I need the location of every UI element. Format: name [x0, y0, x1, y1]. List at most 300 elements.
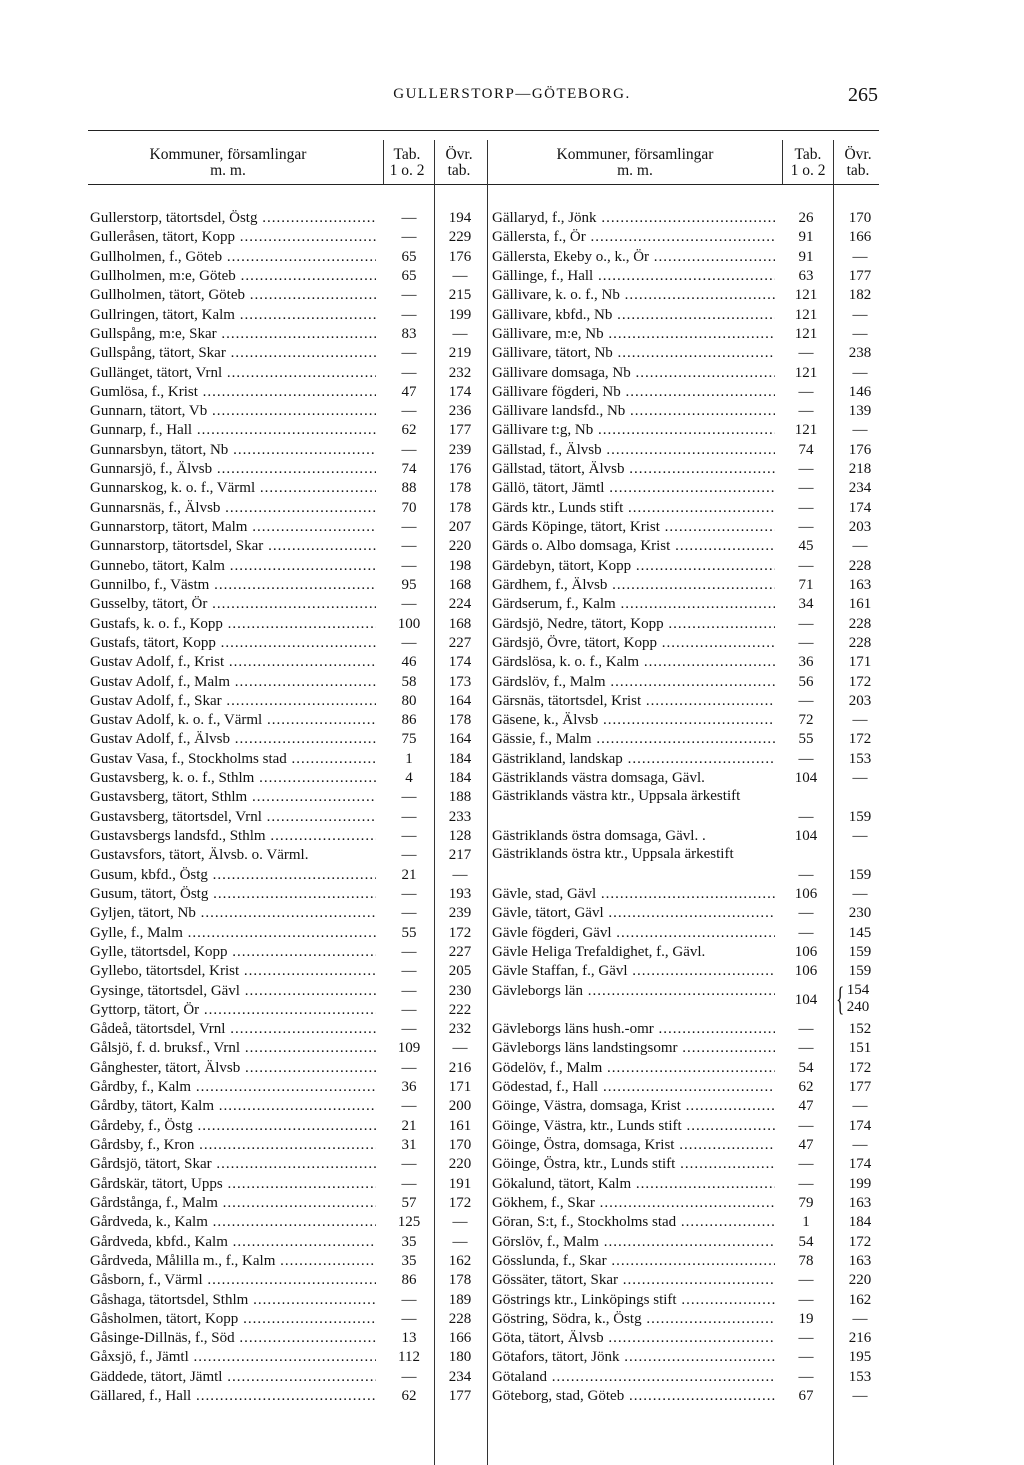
- table-row: [90, 1078, 480, 1097]
- entry-tab-value: 62: [798, 1079, 814, 1096]
- entry-name: Gärdslöv, f., Malm .....: [492, 673, 775, 692]
- entry-tab-value: 74: [798, 441, 814, 458]
- entry-name: Gällivare, k. o. f., Nb .....: [492, 286, 775, 305]
- entry-name: Gällstad, f., Älvsb .....: [492, 441, 775, 460]
- entry-name: Gävleborgs läns hush.-omr .....: [492, 1020, 775, 1039]
- entry-ovr-value: 146: [848, 383, 872, 400]
- entry-tab-value: 63: [798, 267, 814, 284]
- entry-tab-value: —: [401, 963, 417, 980]
- entry-ovr-value: 207: [448, 519, 472, 535]
- entry-ovr-value: 205: [448, 963, 472, 980]
- entry-tab-value: —: [401, 828, 417, 844]
- entry-ovr-value: 170: [448, 1137, 472, 1153]
- entry-ovr-value: 171: [448, 1079, 472, 1096]
- table-row: [90, 518, 480, 537]
- entry-ovr-value: 230: [448, 982, 472, 999]
- entry-tab-value: —: [401, 287, 417, 304]
- table-row: [492, 1194, 882, 1213]
- table-row: [492, 1291, 882, 1310]
- entry-ovr-value: 233: [448, 808, 472, 825]
- table-row: [492, 1310, 882, 1329]
- entry-name: Gusum, tätort, Östg .....: [90, 885, 376, 904]
- entry-tab-value: —: [798, 1117, 814, 1134]
- entry-tab-value: —: [798, 480, 814, 497]
- entry-tab-value: 121: [794, 306, 818, 323]
- table-row: [90, 1329, 480, 1348]
- entry-tab-value: —: [798, 808, 814, 825]
- table-row: [492, 576, 882, 595]
- entry-name: Gärdserum, f., Kalm .....: [492, 595, 775, 614]
- entry-ovr-value: —: [852, 828, 868, 844]
- entry-ovr-value: 162: [848, 1291, 872, 1308]
- entry-name: Göteborg, stad, Göteb .....: [492, 1387, 775, 1406]
- entry-ovr-value: —: [452, 1040, 468, 1057]
- entry-tab-value: 47: [401, 383, 417, 400]
- entry-tab-value: 1: [405, 750, 413, 767]
- entry-ovr-value: 180: [448, 1349, 472, 1366]
- entry-name: Gärds ktr., Lunds stift .....: [492, 499, 775, 518]
- table-row: [90, 750, 480, 769]
- entry-ovr-value: 234: [448, 1368, 472, 1385]
- header-tab-line1: Tab.: [794, 146, 822, 163]
- entry-ovr-value: 161: [448, 1117, 472, 1134]
- header-tab-line2: 1 o. 2: [790, 162, 826, 179]
- entry-tab-value: 62: [401, 1388, 417, 1405]
- entry-tab-value: —: [401, 885, 417, 902]
- entry-ovr-value: 198: [448, 557, 472, 574]
- entry-name: Götafors, tätort, Jönk .....: [492, 1348, 775, 1367]
- entry-name: Gustav Adolf, f., Krist .....: [90, 653, 376, 672]
- entry-tab-value: 109: [397, 1040, 421, 1057]
- entry-ovr-value: 178: [448, 712, 472, 729]
- entry-name: Gästrikland, landskap .....: [492, 750, 775, 769]
- entry-tab-value: —: [401, 1156, 417, 1173]
- entry-name: Gårdeby, f., Östg .....: [90, 1117, 376, 1136]
- header-name-line2: m. m.: [617, 162, 653, 179]
- entry-tab-value: 62: [401, 422, 417, 439]
- left-header-name: [90, 147, 366, 179]
- table-row: [492, 460, 882, 479]
- entry-name: Gällersta, f., Ör .....: [492, 228, 775, 247]
- entry-tab-value: —: [798, 1330, 814, 1347]
- entry-name: Gunnebo, tätort, Kalm .....: [90, 557, 376, 576]
- entry-ovr-value: 171: [848, 654, 872, 671]
- table-row: [492, 479, 882, 498]
- entry-tab-value: 67: [798, 1388, 814, 1405]
- header-ovr-line2: tab.: [846, 162, 870, 179]
- entry-ovr-value: 163: [848, 1252, 872, 1269]
- header-tab-line2: 1 o. 2: [389, 162, 425, 179]
- entry-name: Gustav Adolf, f., Malm .....: [90, 673, 376, 692]
- entry-tab-value: 71: [798, 576, 814, 593]
- left-header-tab: [382, 147, 432, 179]
- entry-tab-value: —: [401, 634, 417, 651]
- entry-name: Gullringen, tätort, Kalm .....: [90, 306, 376, 325]
- entry-tab-value: 55: [401, 924, 417, 941]
- entry-ovr-value: 178: [448, 1272, 472, 1289]
- entry-name: Gärdebyn, tätort, Kopp .....: [492, 557, 775, 576]
- entry-name: Gåshaga, tätortsdel, Sthlm .....: [90, 1291, 376, 1310]
- entry-name: Gökhem, f., Skar .....: [492, 1194, 775, 1213]
- table-row: [492, 248, 882, 267]
- entry-name: Gällivare, m:e, Nb .....: [492, 325, 775, 344]
- entry-ovr-value: 174: [448, 383, 472, 400]
- entry-name: Gästriklands västra ktr., Uppsala ärkestift: [492, 788, 741, 805]
- entry-name: Gävle Staffan, f., Gävl .....: [492, 962, 775, 981]
- table-row: [90, 692, 480, 711]
- entry-name: Gunnarsnäs, f., Älvsb .....: [90, 499, 376, 518]
- entry-ovr-value: 219: [448, 345, 472, 362]
- entry-ovr-value: 227: [448, 634, 472, 651]
- table-row: [492, 1233, 882, 1252]
- entry-tab-value: —: [401, 1001, 417, 1018]
- entry-ovr-value: 184: [448, 770, 472, 787]
- entry-tab-value: 4: [405, 770, 413, 787]
- entry-name: Gårdveda, kbfd., Kalm .....: [90, 1233, 376, 1252]
- entry-tab-value: —: [798, 499, 814, 516]
- entry-ovr-value: 189: [448, 1291, 472, 1308]
- entry-tab-value: —: [798, 692, 814, 709]
- entry-ovr-value: 153: [848, 1368, 872, 1385]
- right-tab-rule: [782, 140, 783, 184]
- entry-name: Göran, S:t, f., Stockholms stad .....: [492, 1213, 775, 1232]
- table-row: [492, 325, 882, 344]
- entry-tab-value: 112: [398, 1349, 420, 1366]
- table-row: [90, 673, 480, 692]
- entry-tab-value: 100: [397, 615, 421, 632]
- table-row: [492, 653, 882, 672]
- table-row: [492, 441, 882, 460]
- entry-ovr-value: 168: [448, 615, 472, 632]
- entry-tab-value: —: [798, 1021, 814, 1038]
- entry-ovr-value: —: [852, 248, 868, 265]
- entry-ovr-value: 128: [448, 828, 472, 844]
- table-row: [90, 441, 480, 460]
- entry-tab-value: 75: [401, 731, 417, 748]
- entry-tab-value: 86: [401, 1272, 417, 1289]
- entry-tab-value: —: [401, 441, 417, 458]
- entry-tab-value: 56: [798, 673, 814, 690]
- table-row: [90, 402, 480, 421]
- entry-name: Göinge, Västra, domsaga, Krist .....: [492, 1097, 775, 1116]
- entry-name: Gästriklands östra ktr., Uppsala ärkestift: [492, 846, 734, 863]
- entry-ovr-value: —: [452, 1214, 468, 1231]
- entry-name: Gustavsberg, tätort, Sthlm .....: [90, 788, 376, 807]
- entry-ovr-value: 230: [848, 905, 872, 922]
- entry-name: Gunnilbo, f., Västm .....: [90, 576, 376, 595]
- entry-ovr-value: 228: [848, 615, 872, 632]
- entry-name: Gärdhem, f., Älvsb .....: [492, 576, 775, 595]
- table-row: [492, 1117, 882, 1136]
- entry-name: Gyttorp, tätort, Ör .....: [90, 1001, 376, 1020]
- entry-ovr-value: —: [852, 885, 868, 902]
- entry-name: Gullholmen, f., Göteb .....: [90, 248, 376, 267]
- entry-ovr-value: 145: [848, 924, 872, 941]
- entry-tab-value: —: [798, 924, 814, 941]
- table-row: [492, 518, 882, 537]
- table-row: [492, 557, 882, 576]
- entry-tab-value: 88: [401, 480, 417, 497]
- table-row: [90, 1001, 480, 1020]
- table-row: [90, 267, 480, 286]
- table-row: [492, 402, 882, 421]
- table-row: [90, 499, 480, 518]
- entry-tab-value: 65: [401, 267, 417, 284]
- table-row: [90, 1252, 480, 1271]
- table-row: [90, 421, 480, 440]
- entry-name: Gånghester, tätort, Älvsb .....: [90, 1059, 376, 1078]
- entry-tab-value: 106: [794, 885, 818, 902]
- entry-name: Göstrings ktr., Linköpings stift .....: [492, 1291, 775, 1310]
- entry-tab-value: 19: [798, 1310, 814, 1327]
- entry-name: Gustavsberg, k. o. f., Sthlm .....: [90, 769, 376, 788]
- entry-ovr-value: 177: [448, 422, 472, 439]
- entry-ovr-value: 228: [848, 634, 872, 651]
- header-ovr-line2: tab.: [447, 162, 471, 179]
- entry-tab-value: —: [798, 1040, 814, 1057]
- entry-ovr-value: 159: [848, 866, 872, 883]
- entry-name: Gällö, tätort, Jämtl .....: [492, 479, 775, 498]
- entry-name: Gärds o. Albo domsaga, Krist .....: [492, 537, 775, 556]
- running-head: [0, 84, 1024, 108]
- table-row: [492, 383, 882, 402]
- table-row: [492, 1078, 882, 1097]
- entry-tab-value: 91: [798, 248, 814, 265]
- entry-ovr-value: —: [452, 1233, 468, 1250]
- entry-name: Gällivare, kbfd., Nb .....: [492, 306, 775, 325]
- right-column: [492, 209, 882, 1406]
- table-row: [492, 1155, 882, 1174]
- header-tab-line1: Tab.: [393, 146, 421, 163]
- entry-ovr-value: 220: [848, 1272, 872, 1289]
- table-row: [90, 1136, 480, 1155]
- entry-ovr-value: 184: [848, 1214, 872, 1231]
- entry-ovr-value: 177: [848, 1079, 872, 1096]
- entry-tab-value: —: [401, 229, 417, 246]
- entry-name: Gössäter, tätort, Skar .....: [492, 1271, 775, 1290]
- entry-ovr-value: 174: [848, 1117, 872, 1134]
- entry-ovr-value: 154: [846, 981, 870, 998]
- entry-name: Gumlösa, f., Krist .....: [90, 383, 376, 402]
- table-row: [90, 904, 480, 923]
- entry-name: Gällersta, Ekeby o., k., Ör .....: [492, 248, 775, 267]
- entry-ovr-value: 195: [848, 1349, 872, 1366]
- entry-ovr-value: 166: [448, 1330, 472, 1347]
- entry-tab-value: 36: [798, 654, 814, 671]
- entry-ovr-value: 168: [448, 576, 472, 593]
- entry-ovr-value: 159: [848, 808, 872, 825]
- table-row: [492, 595, 882, 614]
- entry-ovr-value: 176: [848, 441, 872, 458]
- entry-ovr-value: 163: [848, 1194, 872, 1211]
- table-row: [492, 615, 882, 634]
- top-rule: [88, 130, 879, 131]
- entry-name: Gårdveda, Målilla m., f., Kalm .....: [90, 1252, 376, 1271]
- table-row: [492, 228, 882, 247]
- table-row: [90, 1291, 480, 1310]
- table-row: [90, 248, 480, 267]
- entry-ovr-brace-group: [834, 982, 882, 1016]
- entry-name: Gösslunda, f., Skar .....: [492, 1252, 775, 1271]
- entry-ovr-value: 228: [448, 1310, 472, 1327]
- entry-tab-value: —: [401, 847, 417, 864]
- entry-ovr-value: 164: [448, 692, 472, 709]
- table-row: [90, 1155, 480, 1174]
- entry-name: Gunnarsbyn, tätort, Nb .....: [90, 441, 376, 460]
- entry-tab-value: —: [401, 210, 417, 226]
- entry-tab-value: 106: [794, 963, 818, 980]
- entry-ovr-value: 176: [448, 248, 472, 265]
- entry-name: Gåsborn, f., Värml .....: [90, 1271, 376, 1290]
- entry-ovr-value: 216: [848, 1330, 872, 1347]
- entry-tab-value: 104: [794, 770, 818, 787]
- entry-ovr-value: —: [452, 267, 468, 284]
- entry-name: Gunnarn, tätort, Vb .....: [90, 402, 376, 421]
- entry-ovr-value: —: [852, 422, 868, 439]
- entry-name: Gärdsjö, Övre, tätort, Kopp .....: [492, 634, 775, 653]
- entry-name: Gustav Adolf, f., Skar .....: [90, 692, 376, 711]
- entry-ovr-value: —: [852, 325, 868, 342]
- entry-tab-value: —: [798, 750, 814, 767]
- entry-ovr-value: 159: [848, 943, 872, 960]
- entry-ovr-value: 191: [448, 1175, 472, 1192]
- entry-name: Göta, tätort, Älvsb .....: [492, 1329, 775, 1348]
- entry-name: Gäsene, k., Älvsb .....: [492, 711, 775, 730]
- entry-name: Gullholmen, tätort, Göteb .....: [90, 286, 376, 305]
- table-row: [492, 1136, 882, 1155]
- entry-name: Gusselby, tätort, Ör .....: [90, 595, 376, 614]
- header-name-line1: Kommuner, församlingar: [556, 146, 714, 163]
- entry-ovr-value: 162: [448, 1252, 472, 1269]
- entry-name: Gästriklands västra domsaga, Gävl.: [492, 770, 705, 787]
- entry-ovr-value: —: [852, 538, 868, 555]
- table-row: [90, 576, 480, 595]
- entry-tab-value: —: [798, 1349, 814, 1366]
- entry-ovr-value: —: [852, 770, 868, 787]
- entry-name: Gullerstorp, tätortsdel, Östg .....: [90, 209, 376, 228]
- entry-name: Gylle, tätortsdel, Kopp .....: [90, 943, 376, 962]
- entry-name: Gårdveda, k., Kalm .....: [90, 1213, 376, 1232]
- entry-ovr-value: 177: [848, 267, 872, 284]
- entry-ovr-value: 232: [448, 364, 472, 381]
- entry-name: Gysinge, tätortsdel, Gävl .....: [90, 982, 376, 1001]
- entry-name: Görslöv, f., Malm .....: [492, 1233, 775, 1252]
- header-name-line2: m. m.: [210, 162, 246, 179]
- entry-name: Gävle fögderi, Gävl .....: [492, 924, 775, 943]
- entry-tab-value: —: [401, 1310, 417, 1327]
- table-row: [492, 769, 882, 788]
- entry-tab-value: —: [798, 461, 814, 478]
- entry-ovr-value: 163: [848, 576, 872, 593]
- entry-name: Gästriklands östra domsaga, Gävl. .: [492, 828, 706, 844]
- entry-name: Gällivare domsaga, Nb .....: [492, 364, 775, 383]
- entry-ovr-value: 174: [848, 1156, 872, 1173]
- table-row: [492, 788, 882, 827]
- table-row: [90, 1117, 480, 1136]
- entry-tab-value: 80: [401, 692, 417, 709]
- entry-tab-value: —: [401, 1368, 417, 1385]
- table-row: [90, 808, 480, 827]
- entry-ovr-value: 229: [448, 229, 472, 246]
- entry-tab-value: 70: [401, 499, 417, 516]
- entry-ovr-value: —: [452, 866, 468, 883]
- table-row: [492, 286, 882, 305]
- entry-ovr-value: 161: [848, 596, 872, 613]
- entry-tab-value: —: [401, 1059, 417, 1076]
- entry-name: Gåsinge-Dillnäs, f., Söd .....: [90, 1329, 376, 1348]
- entry-name: Gärsnäs, tätortsdel, Krist .....: [492, 692, 775, 711]
- entry-ovr-value: —: [852, 1098, 868, 1115]
- entry-ovr-value: 174: [848, 499, 872, 516]
- table-row: [90, 846, 480, 865]
- entry-tab-value: 55: [798, 731, 814, 748]
- entry-ovr-value: 182: [848, 287, 872, 304]
- entry-ovr-value: 218: [848, 461, 872, 478]
- entry-ovr-value: 178: [448, 480, 472, 497]
- entry-ovr-value: 216: [448, 1059, 472, 1076]
- entry-name: Gårdby, tätort, Kalm .....: [90, 1097, 376, 1116]
- table-row: [90, 460, 480, 479]
- entry-tab-value: —: [798, 345, 814, 362]
- brace-icon: {: [836, 980, 845, 1018]
- table-row: [492, 1097, 882, 1116]
- table-row: [492, 1020, 882, 1039]
- table-row: [492, 711, 882, 730]
- entry-name: Gärdsjö, Nedre, tätort, Kopp .....: [492, 615, 775, 634]
- table-row: [90, 1368, 480, 1387]
- entry-name: Gällinge, f., Hall .....: [492, 267, 775, 286]
- entry-name: Göstring, Södra, k., Östg .....: [492, 1310, 775, 1329]
- table-row: [90, 943, 480, 962]
- entry-tab-value: —: [401, 306, 417, 323]
- entry-ovr-value: 199: [448, 306, 472, 323]
- entry-tab-value: 35: [401, 1233, 417, 1250]
- entry-tab-value: 121: [794, 325, 818, 342]
- entry-tab-value: 121: [794, 364, 818, 381]
- entry-name: Gällivare t:g, Nb .....: [492, 421, 775, 440]
- table-row: [492, 750, 882, 769]
- entry-ovr-value: 139: [848, 403, 872, 420]
- entry-tab-value: 54: [798, 1059, 814, 1076]
- table-row: [90, 306, 480, 325]
- entry-tab-value: 31: [401, 1137, 417, 1153]
- entry-name: Gunnarskog, k. o. f., Värml .....: [90, 479, 376, 498]
- table-row: [90, 962, 480, 981]
- entry-ovr-value: 151: [848, 1040, 872, 1057]
- entry-ovr-value: 224: [448, 596, 472, 613]
- table-row: [90, 711, 480, 730]
- entry-name: Gävleborgs län .....: [492, 982, 775, 1001]
- entry-ovr-value: 193: [448, 885, 472, 902]
- table-row: [492, 364, 882, 383]
- entry-tab-value: —: [798, 1368, 814, 1385]
- entry-ovr-value: 184: [448, 750, 472, 767]
- entry-name: Gödelöv, f., Malm .....: [492, 1059, 775, 1078]
- table-row: [90, 924, 480, 943]
- entry-tab-value: —: [798, 1291, 814, 1308]
- entry-name: Gunnarstorp, tätortsdel, Skar .....: [90, 537, 376, 556]
- table-row: [90, 1233, 480, 1252]
- entry-tab-value: 104: [794, 992, 818, 1009]
- entry-tab-value: —: [401, 519, 417, 535]
- entry-name: Gustav Adolf, k. o. f., Värml .....: [90, 711, 376, 730]
- table-row: [492, 924, 882, 943]
- entry-name: Gustavsfors, tätort, Älvsb. o. Värml.: [90, 847, 309, 864]
- entry-ovr-value: 228: [848, 557, 872, 574]
- table-row: [492, 1271, 882, 1290]
- entry-ovr-value: 176: [448, 461, 472, 478]
- entry-tab-value: —: [798, 634, 814, 651]
